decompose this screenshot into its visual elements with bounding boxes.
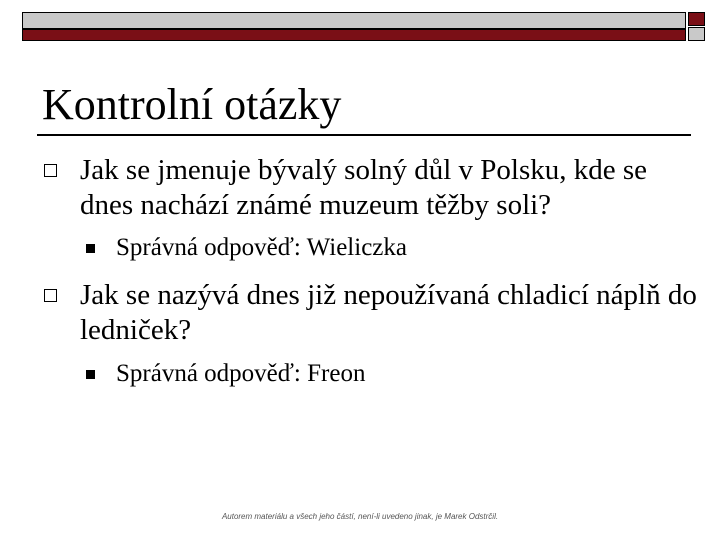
title-divider [37,134,691,136]
hollow-square-icon [44,164,57,177]
header-gray-band [22,12,686,29]
question-2-text: Jak se nazývá dnes již nepoužívaná chladicí náplň do ledniček? [80,279,697,346]
corner-gray-square [688,27,705,41]
slide-title: Kontrolní otázky [42,80,342,129]
question-1-text: Jak se jmenuje bývalý solný důl v Polsku, kde se dnes nachází známé muzeum těžby soli? [80,154,648,221]
filled-square-icon [86,370,95,379]
hollow-square-icon [44,289,57,302]
footer-credit: Autorem materiálu a všech jeho částí, není-li uvedeno jinak, je Marek Odstrčil. [221,512,499,521]
answer-1-text: Správná odpověď: Wieliczka [116,234,407,261]
corner-red-square [688,12,705,26]
header-accent-bar [22,29,686,41]
answer-2-text: Správná odpověď: Freon [116,360,366,387]
filled-square-icon [86,244,95,253]
